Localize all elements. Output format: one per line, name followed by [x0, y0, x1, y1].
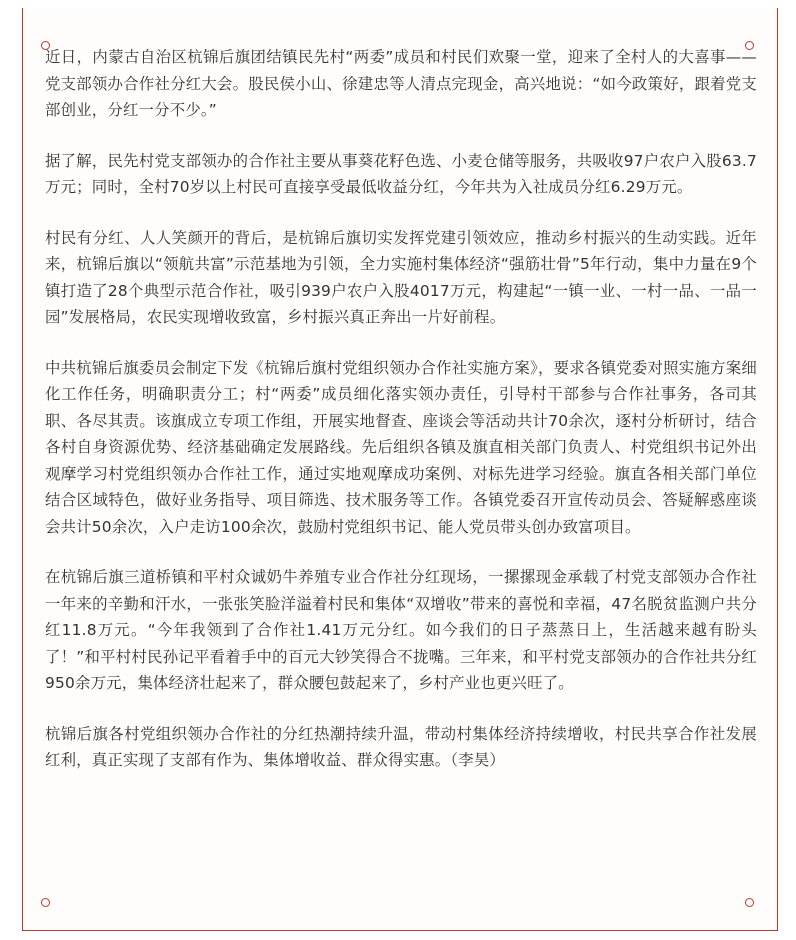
corner-ornament-bottom-right	[745, 898, 754, 907]
paragraph-6: 杭锦后旗各村党组织领办合作社的分红热潮持续升温，带动村集体经济持续增收，村民共享合作社发展红利，真正实现了支部有作为、集体增收益、群众得实惠。（李昊）	[45, 724, 757, 769]
article-body	[45, 44, 757, 798]
paragraph-3: 村民有分红、人人笑颜开的背后，是杭锦后旗切实发挥党建引领效应，推动乡村振兴的生动实践。近年来，杭锦后旗以“领航共富”示范基地为引领，全力实施村集体经济“强筋壮骨”5年行动，集中力量在9个镇打造了28个典型示范合作社，吸引939户农户入股4017万元，构建起“一镇一业、一村一品、一品一园”发展格局，农民实现增收致富，乡村振兴真正奔出一片好前程。	[45, 228, 757, 326]
paragraph-2: 据了解，民先村党支部领办的合作社主要从事葵花籽色选、小麦仓储等服务，共吸收97户农户入股63.7万元；同时，全村70岁以上村民可直接享受最低收益分红，今年共为入社成员分红6.29万元。	[45, 151, 757, 196]
paragraph-1: 近日，内蒙古自治区杭锦后旗团结镇民先村“两委”成员和村民们欢聚一堂，迎来了全村人的大喜事——党支部领办合作社分红大会。股民侯小山、徐建忠等人清点完现金，高兴地说：“如今政策好，跟着党支部创业，分红一分不少。”	[45, 48, 757, 119]
corner-ornament-bottom-left	[41, 898, 50, 907]
paragraph-5: 在杭锦后旗三道桥镇和平村众诚奶牛养殖专业合作社分红现场，一摞摞现金承载了村党支部领办合作社一年来的辛勤和汗水，一张张笑脸洋溢着村民和集体“双增收”带来的喜悦和幸福，47名脱贫监测户共分红11.8万元。“今年我领到了合作社1.41万元分红。如今我们的日子蒸蒸日上，生活越来越有盼头了！”和平村村民孙记平看着手中的百元大钞笑得合不拢嘴。三年来，和平村党支部领办的合作社共分红950余万元，集体经济壮起来了，群众腰包鼓起来了，乡村产业也更兴旺了。	[45, 568, 757, 692]
paragraph-4: 中共杭锦后旗委员会制定下发《杭锦后旗村党组织领办合作社实施方案》，要求各镇党委对照实施方案细化工作任务，明确职责分工；村“两委”成员细化落实领办责任，引导村干部参与合作社事务，各司其职、各尽其责。该旗成立专项工作组，开展实地督查、座谈会等活动共计70余次，逐村分析研讨，结合各村自身资源优势、经济基础确定发展路线。先后组织各镇及旗直相关部门负责人、村党组织书记外出观摩学习村党组织领办合作社工作，通过实地观摩成功案例、对标先进学习经验。旗直各相关部门单位结合区域特色，做好业务指导、项目筛选、技术服务等工作。各镇党委召开宣传动员会、答疑解惑座谈会共计50余次，入户走访100余次，鼓励村党组织书记、能人党员带头创办致富项目。	[45, 358, 757, 536]
